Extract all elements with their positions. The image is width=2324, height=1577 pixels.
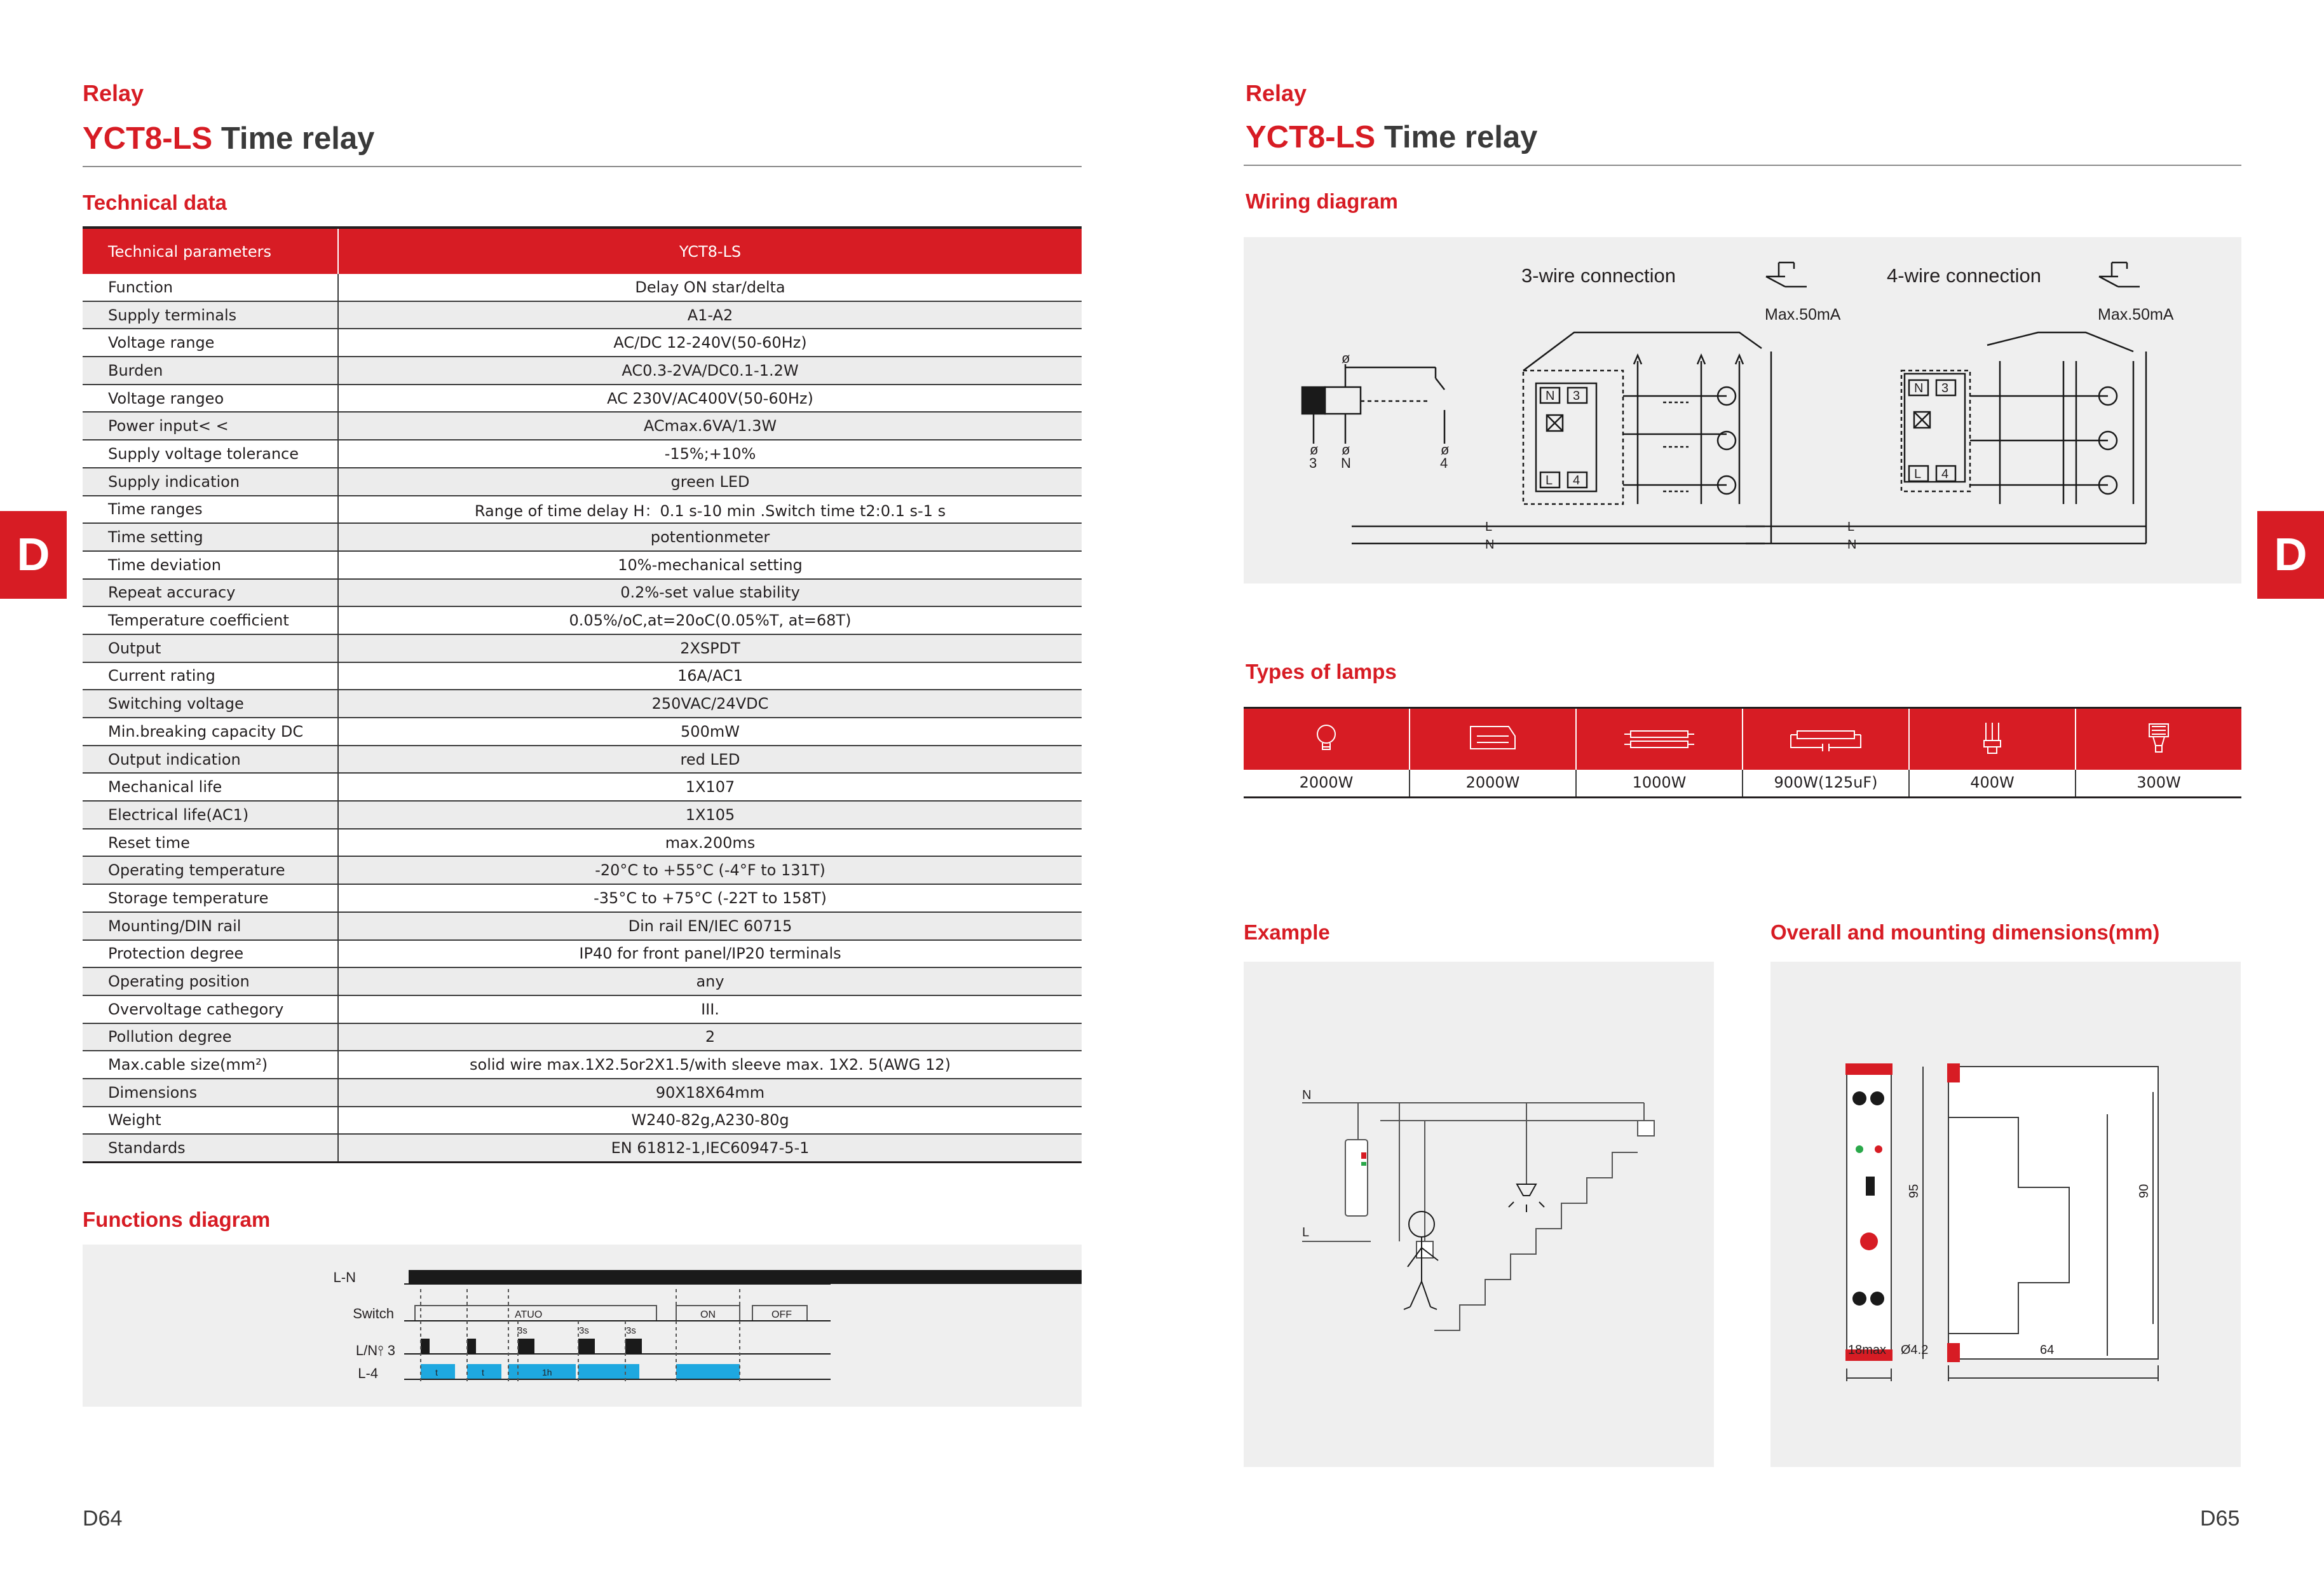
param-value-cell: EN 61812-1,IEC60947-5-1 (338, 1134, 1082, 1162)
lamp-power-value: 2000W (1244, 770, 1410, 796)
dimensions-drawing (1770, 962, 2241, 1467)
fn-label-ln3: L/N⫯ 3 (355, 1342, 395, 1358)
fluorescent-tube-icon (1577, 709, 1743, 770)
param-name-cell: Time ranges (83, 496, 338, 524)
compensated-fluorescent-icon (1743, 709, 1910, 770)
param-value-cell: AC0.3-2VA/DC0.1-1.2W (338, 357, 1082, 385)
fn-label-switch: Switch (353, 1306, 394, 1321)
halogen-lamp-icon (1410, 709, 1577, 770)
param-name-cell: Power input< < (83, 412, 338, 440)
param-name-cell: Supply voltage tolerance (83, 440, 338, 468)
param-value-cell: max.200ms (338, 829, 1082, 857)
param-value-cell: Din rail EN/IEC 60715 (338, 912, 1082, 940)
param-name-cell: Temperature coefficient (83, 606, 338, 634)
left-section-tab: D (0, 511, 67, 599)
svg-text:N: N (1546, 389, 1555, 403)
dim-height-95: 95 (1907, 1184, 1921, 1198)
param-value-cell: 0.2%-set value stability (338, 579, 1082, 607)
table-row (83, 301, 1082, 329)
svg-text:t: t (435, 1367, 438, 1377)
param-name-cell: Mounting/DIN rail (83, 912, 338, 940)
param-name-cell: Min.breaking capacity DC (83, 718, 338, 746)
svg-text:3: 3 (1573, 389, 1580, 403)
fn-l4-block-4 (578, 1364, 639, 1379)
functions-timing-chart (83, 1245, 1082, 1407)
param-name-cell: Function (83, 274, 338, 301)
led-lamp-icon (2076, 709, 2241, 770)
param-value-cell: 500mW (338, 718, 1082, 746)
param-name-cell: Dimensions (83, 1079, 338, 1107)
param-value-cell: Range of time delay H：0.1 s-10 min .Switch time t2:0.1 s-1 s (338, 496, 1082, 524)
svg-text:L: L (1302, 1225, 1310, 1239)
table-row (83, 884, 1082, 912)
param-value-cell: III. (338, 995, 1082, 1023)
param-name-cell: Output (83, 634, 338, 662)
svg-text:N: N (1914, 381, 1924, 395)
lamp-power-value: 2000W (1410, 770, 1577, 796)
param-value-cell: -20°C to +55°C (-4°F to 131T) (338, 856, 1082, 884)
param-value-cell: ACmax.6VA/1.3W (338, 412, 1082, 440)
svg-text:N: N (1302, 1088, 1312, 1102)
fn-3s-2: 3s (579, 1325, 589, 1336)
param-value-cell: AC 230V/AC400V(50-60Hz) (338, 385, 1082, 413)
table-row (83, 967, 1082, 995)
types-of-lamps-heading: Types of lamps (1246, 660, 1397, 683)
param-value-cell: 2 (338, 1023, 1082, 1051)
lamp-power-value: 1000W (1577, 770, 1743, 796)
param-value-cell: 1X105 (338, 801, 1082, 829)
fn-3s-1: 3s (517, 1325, 527, 1336)
functions-diagram-panel (83, 1245, 1082, 1407)
left-page-number: D64 (83, 1506, 123, 1531)
example-heading: Example (1244, 920, 1330, 944)
svg-text:ø: ø (1441, 442, 1450, 458)
fn-off-label: OFF (771, 1309, 792, 1320)
param-value-cell: potentionmeter (338, 523, 1082, 551)
table-row (83, 773, 1082, 801)
svg-text:N: N (1341, 455, 1351, 471)
param-value-cell: red LED (338, 746, 1082, 774)
table-row (83, 940, 1082, 968)
param-name-cell: Supply terminals (83, 301, 338, 329)
param-name-cell: Max.cable size(mm²) (83, 1051, 338, 1079)
param-name-cell: Standards (83, 1134, 338, 1162)
technical-data-table (83, 226, 1082, 1163)
param-name-cell: Weight (83, 1107, 338, 1135)
param-name-cell: Current rating (83, 662, 338, 690)
table-row (83, 995, 1082, 1023)
table-row (83, 329, 1082, 357)
functions-diagram-heading: Functions diagram (83, 1208, 271, 1231)
table-row (83, 468, 1082, 496)
param-name-cell: Operating position (83, 967, 338, 995)
svg-text:3: 3 (1941, 381, 1949, 395)
svg-text:L: L (1914, 467, 1922, 481)
fn-ln-bar (409, 1270, 1082, 1284)
right-model-name: YCT8-LS (1246, 120, 1376, 154)
param-value-cell: 1X107 (338, 773, 1082, 801)
param-name-cell: Storage temperature (83, 884, 338, 912)
dim-height-90: 90 (2137, 1184, 2151, 1198)
svg-text:L: L (1847, 520, 1855, 534)
param-value-cell: -35°C to +75°C (-22T to 158T) (338, 884, 1082, 912)
table-row (83, 579, 1082, 607)
param-name-cell: Voltage range (83, 329, 338, 357)
three-wire-max: Max.50mA (1765, 306, 1841, 324)
right-section-tab: D (2257, 511, 2324, 599)
param-name-cell: Mechanical life (83, 773, 338, 801)
param-value-cell: any (338, 967, 1082, 995)
four-wire-label: 4-wire connection (1887, 264, 2041, 287)
table-row (83, 357, 1082, 385)
dim-width-18: 18max (1848, 1343, 1887, 1357)
fn-on-label: ON (700, 1309, 716, 1320)
param-value-cell: green LED (338, 468, 1082, 496)
example-panel (1244, 962, 1714, 1467)
dimensions-heading: Overall and mounting dimensions(mm) (1770, 920, 2160, 944)
table-row (83, 606, 1082, 634)
wiring-diagram (1244, 237, 2241, 584)
wiring-diagram-panel (1244, 237, 2241, 584)
param-name-cell: Output indication (83, 746, 338, 774)
param-name-cell: Overvoltage cathegory (83, 995, 338, 1023)
table-row (83, 551, 1082, 579)
param-value-cell: 90X18X64mm (338, 1079, 1082, 1107)
param-value-cell: 16A/AC1 (338, 662, 1082, 690)
table-row (83, 1051, 1082, 1079)
lamp-power-value: 400W (1910, 770, 2076, 796)
table-row (83, 1079, 1082, 1107)
table-row (83, 801, 1082, 829)
table-header-model: YCT8-LS (338, 228, 1082, 274)
left-title-rule (83, 166, 1082, 167)
right-title-rest: Time relay (1383, 120, 1538, 154)
left-title-rest: Time relay (221, 121, 375, 156)
param-value-cell: AC/DC 12-240V(50-60Hz) (338, 329, 1082, 357)
param-name-cell: Pollution degree (83, 1023, 338, 1051)
fn-auto-label: ATUO (515, 1309, 543, 1320)
param-name-cell: Repeat accuracy (83, 579, 338, 607)
table-row (83, 856, 1082, 884)
lamp-types-table (1244, 707, 2241, 798)
right-category: Relay (1246, 80, 1307, 106)
param-value-cell: W240-82g,A230-80g (338, 1107, 1082, 1135)
incandescent-lamp-icon (1244, 709, 1410, 770)
table-row (83, 385, 1082, 413)
svg-text:ø: ø (1310, 442, 1319, 458)
right-title-rule (1244, 165, 2241, 166)
table-row (83, 1023, 1082, 1051)
param-value-cell: solid wire max.1X2.5or2X1.5/with sleeve max. 1X2. 5(AWG 12) (338, 1051, 1082, 1079)
param-name-cell: Operating temperature (83, 856, 338, 884)
left-model-name: YCT8-LS (83, 121, 213, 156)
svg-text:L: L (1546, 474, 1553, 488)
table-row (83, 412, 1082, 440)
table-row (83, 496, 1082, 524)
svg-text:t: t (482, 1367, 484, 1377)
table-row (83, 1134, 1082, 1162)
param-name-cell: Voltage rangeo (83, 385, 338, 413)
three-wire-label: 3-wire connection (1521, 264, 1676, 287)
param-name-cell: Time deviation (83, 551, 338, 579)
param-value-cell: -15%;+10% (338, 440, 1082, 468)
param-value-cell: A1-A2 (338, 301, 1082, 329)
left-page-title (83, 121, 374, 156)
svg-text:N: N (1485, 538, 1495, 552)
table-row (83, 662, 1082, 690)
table-row (83, 912, 1082, 940)
table-row (83, 274, 1082, 301)
dimensions-panel (1770, 962, 2241, 1467)
fn-l4-block-2 (467, 1364, 501, 1379)
table-row (83, 523, 1082, 551)
param-value-cell: IP40 for front panel/IP20 terminals (338, 940, 1082, 968)
param-value-cell: 250VAC/24VDC (338, 690, 1082, 718)
compact-fluorescent-icon (1910, 709, 2076, 770)
table-row (83, 690, 1082, 718)
svg-text:N: N (1847, 538, 1857, 552)
right-page-number: D65 (2200, 1506, 2240, 1531)
table-row (83, 440, 1082, 468)
lamp-power-value: 300W (2137, 774, 2181, 791)
param-name-cell: Reset time (83, 829, 338, 857)
svg-text:4: 4 (1941, 467, 1949, 481)
param-value-cell: 2XSPDT (338, 634, 1082, 662)
svg-text:4: 4 (1440, 455, 1448, 471)
param-name-cell: Burden (83, 357, 338, 385)
param-value-cell: 0.05%/oC,at=20oC(0.05%T, at=68T) (338, 606, 1082, 634)
table-row (83, 829, 1082, 857)
svg-text:ø: ø (1342, 350, 1350, 366)
right-page-title (1246, 119, 1537, 155)
table-row (83, 1107, 1082, 1135)
param-value-cell: Delay ON star/delta (338, 274, 1082, 301)
param-name-cell: Time setting (83, 523, 338, 551)
param-name-cell: Supply indication (83, 468, 338, 496)
example-illustration (1244, 962, 1714, 1467)
dim-hole: Ø4.2 (1901, 1343, 1929, 1357)
param-name-cell: Electrical life(AC1) (83, 801, 338, 829)
param-name-cell: Switching voltage (83, 690, 338, 718)
left-category: Relay (83, 80, 144, 106)
param-name-cell: Protection degree (83, 940, 338, 968)
technical-data-heading: Technical data (83, 191, 227, 214)
table-row (83, 718, 1082, 746)
table-header-param: Technical parameters (83, 228, 338, 274)
svg-text:3: 3 (1309, 455, 1317, 471)
lamp-power-value: 900W(125uF) (1743, 770, 1910, 796)
svg-text:ø: ø (1342, 442, 1350, 458)
dim-width-64: 64 (2040, 1343, 2055, 1357)
fn-l4-block-5 (676, 1364, 740, 1379)
svg-text:L: L (1485, 520, 1493, 534)
fn-label-l4: L-4 (358, 1365, 378, 1381)
table-header-row (83, 228, 1082, 274)
four-wire-max: Max.50mA (2098, 306, 2174, 324)
svg-text:1h: 1h (542, 1367, 552, 1377)
param-value-cell: 10%-mechanical setting (338, 551, 1082, 579)
fn-label-ln: L-N (333, 1269, 356, 1285)
table-row (83, 746, 1082, 774)
wiring-diagram-heading: Wiring diagram (1246, 189, 1398, 213)
table-row (83, 634, 1082, 662)
svg-text:4: 4 (1573, 474, 1580, 488)
fn-l4-block-1 (421, 1364, 455, 1379)
fn-3s-3: 3s (626, 1325, 636, 1336)
